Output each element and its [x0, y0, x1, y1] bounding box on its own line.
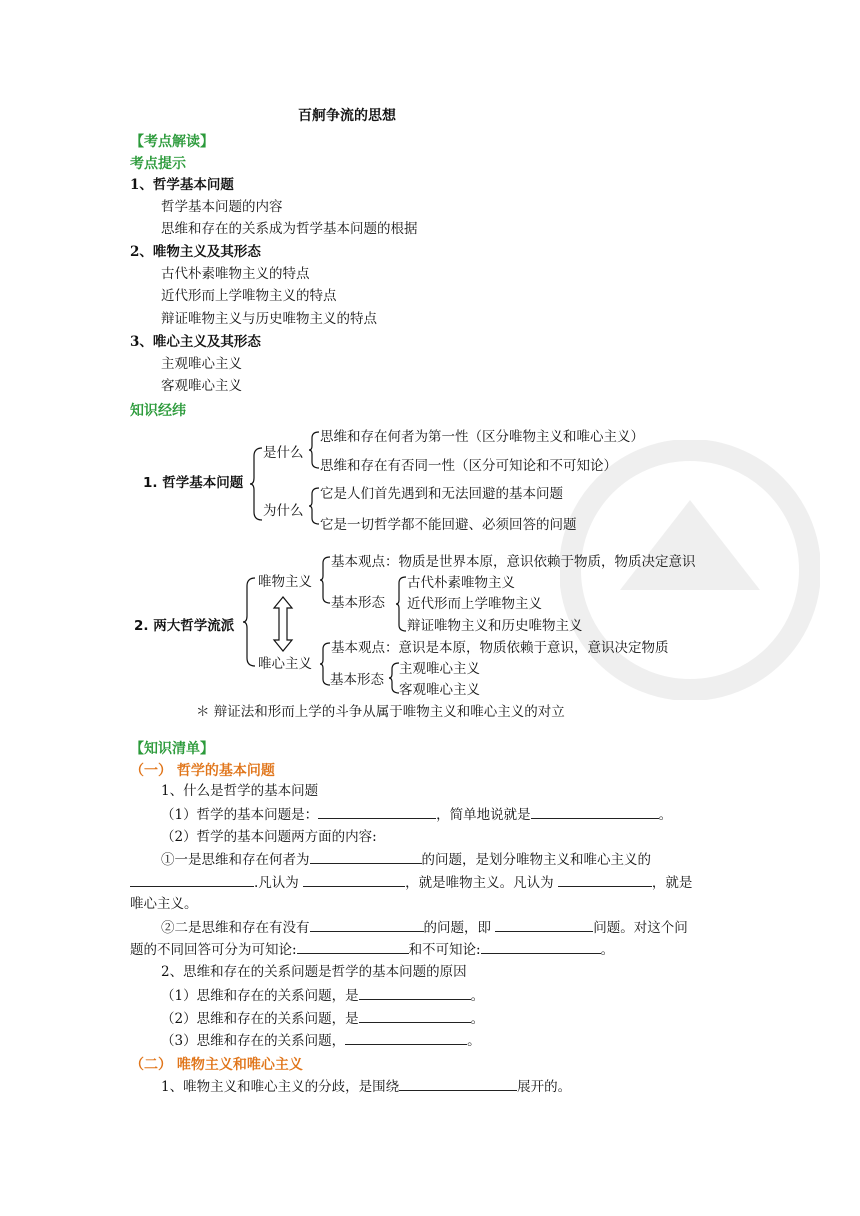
- page-title: 百舸争流的思想: [298, 108, 396, 124]
- diagram1-why-item: 它是人们首先遇到和无法回避的基本问题: [320, 486, 563, 502]
- p1-answer-2-line: ②二是思维和存在有没有 的问题，即 问题。对这个问: [161, 920, 688, 936]
- fill-blank[interactable]: [359, 986, 471, 1000]
- idealism-form: 客观唯心主义: [399, 682, 480, 698]
- diagram1-why-label: 为什么: [263, 503, 304, 519]
- fill-blank[interactable]: [495, 918, 593, 932]
- materialism-view: 基本观点：物质是世界本原，意识依赖于物质，物质决定意识: [331, 554, 696, 570]
- materialism-form: 辩证唯物主义和历史唯物主义: [407, 618, 583, 634]
- fill-blank[interactable]: [297, 940, 409, 954]
- idealism-forms-label: 基本形态: [330, 672, 384, 688]
- diagram1-what-item: 思维和存在有否同一性（区分可知论和不可知论）: [320, 458, 617, 474]
- diagram1-bracket-main: [250, 446, 264, 522]
- zhishi-jingwei-heading: 知识经纬: [130, 403, 186, 419]
- p1-line-1-2: （2）哲学的基本问题两方面的内容:: [161, 829, 377, 845]
- part1-title: （一） 哲学的基本问题: [130, 763, 275, 779]
- tip-item: 思维和存在的关系成为哲学基本问题的根据: [161, 221, 418, 237]
- diagram1-root: 1. 哲学基本问题: [143, 475, 244, 491]
- part2-title: （二） 唯物主义和唯心主义: [130, 1057, 303, 1073]
- idealism-label: 唯心主义: [258, 656, 312, 672]
- materialism-form: 近代形而上学唯物主义: [407, 596, 542, 612]
- diagram1-what-label: 是什么: [263, 445, 304, 461]
- diagram1-what-item: 思维和存在何者为第一性（区分唯物主义和唯心主义）: [320, 429, 644, 445]
- fill-blank[interactable]: [359, 1009, 471, 1023]
- materialism-form: 古代朴素唯物主义: [407, 575, 515, 591]
- p1-answer-1-line: .凡认为 ，就是唯物主义。凡认为 ，就是: [130, 873, 692, 892]
- fill-blank[interactable]: [531, 805, 659, 819]
- tip-heading-2: 2、唯物主义及其形态: [130, 244, 261, 260]
- tip-item: 古代朴素唯物主义的特点: [161, 266, 310, 282]
- tip-item: 主观唯心主义: [161, 356, 242, 372]
- idealism-view: 基本观点：意识是本原，物质依赖于意识，意识决定物质: [331, 640, 669, 656]
- diagram2-root: 2. 两大哲学流派: [134, 618, 235, 634]
- p1-reason-2: （2）思维和存在的关系问题，是 。: [161, 1011, 485, 1027]
- fill-blank[interactable]: [399, 1077, 517, 1091]
- tip-item: 哲学基本问题的内容: [161, 199, 283, 215]
- p1-answer-1-line: ①一是思维和存在何者为 的问题，是划分唯物主义和唯心主义的: [161, 852, 651, 868]
- fill-blank[interactable]: [481, 940, 601, 954]
- tip-item: 辩证唯物主义与历史唯物主义的特点: [161, 311, 377, 327]
- tip-item: 近代形而上学唯物主义的特点: [161, 288, 337, 304]
- diagram1-why-item: 它是一切哲学都不能回避、必须回答的问题: [320, 517, 577, 533]
- p1-answer-2-line: 题的不同回答可分为可知论: 和不可知论: 。: [130, 942, 615, 958]
- p1-question-1: 1、什么是哲学的基本问题: [161, 783, 319, 799]
- p1-reason-3: （3）思维和存在的关系问题， 。: [161, 1033, 481, 1049]
- kaodian-tishi-heading: 考点提示: [130, 156, 186, 172]
- fill-blank[interactable]: [558, 873, 652, 887]
- p1-question-2: 2、思维和存在的关系问题是哲学的基本问题的原因: [161, 964, 467, 980]
- section-kaodian-jiedu: 【考点解读】: [130, 134, 214, 150]
- materialism-label: 唯物主义: [258, 574, 312, 590]
- p2-question-1: 1、唯物主义和唯心主义的分歧，是围绕 展开的。: [161, 1079, 572, 1095]
- fill-blank[interactable]: [303, 873, 405, 887]
- double-arrow-icon: [272, 596, 294, 652]
- fill-blank[interactable]: [310, 850, 422, 864]
- tip-heading-1: 1、哲学基本问题: [130, 177, 234, 193]
- tip-item: 客观唯心主义: [161, 378, 242, 394]
- tip-heading-3: 3、唯心主义及其形态: [130, 334, 261, 350]
- p1-answer-1-line: 唯心主义。: [130, 896, 198, 912]
- fill-blank[interactable]: [345, 1031, 467, 1045]
- p1-line-1-1: （1）哲学的基本问题是： ，简单地说就是 。: [161, 807, 673, 823]
- section-zhishi-qingdan: 【知识清单】: [130, 741, 214, 757]
- fill-blank[interactable]: [310, 918, 424, 932]
- diagram2-bracket-main: [243, 576, 257, 668]
- fill-blank[interactable]: [318, 805, 436, 819]
- idealism-form: 主观唯心主义: [399, 661, 480, 677]
- p1-reason-1: （1）思维和存在的关系问题，是 。: [161, 988, 485, 1004]
- materialism-forms-label: 基本形态: [331, 595, 385, 611]
- diagram2-note: ＊ 辩证法和形而上学的斗争从属于唯物主义和唯心主义的对立: [196, 704, 565, 720]
- fill-blank[interactable]: [130, 873, 254, 887]
